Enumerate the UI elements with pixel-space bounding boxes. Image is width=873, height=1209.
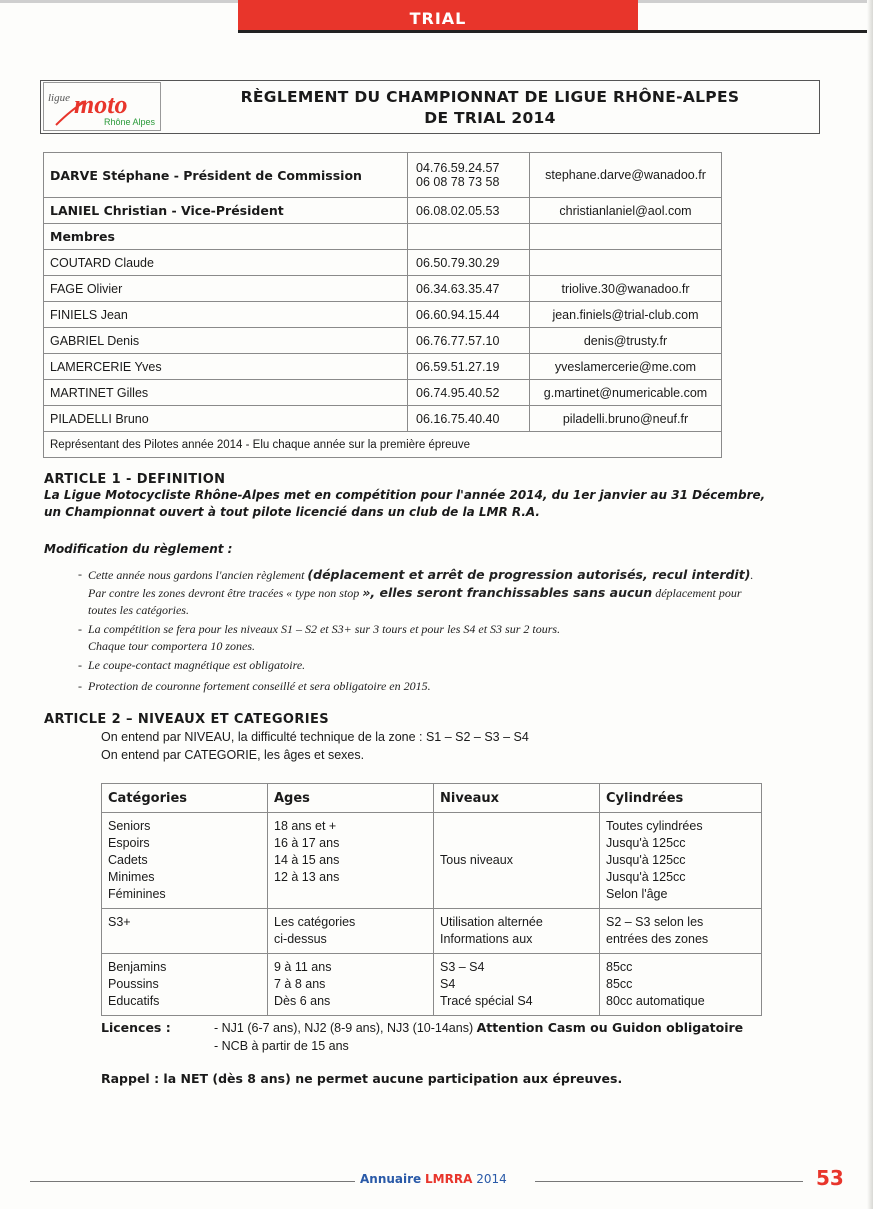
displacement: Jusqu'à 125cc xyxy=(606,836,686,850)
niveau-definition: On entend par NIVEAU, la difficulté technique de la zone : S1 – S2 – S3 – S4 xyxy=(101,730,529,744)
member-phone: 06.50.79.30.29 xyxy=(408,250,530,276)
rules-list xyxy=(78,566,798,697)
rule2-text-b: Chaque tour comportera 10 zones. xyxy=(88,639,255,653)
column-header-niveaux: Niveaux xyxy=(434,784,600,813)
table-cell xyxy=(268,954,434,1016)
member-name: MARTINET Gilles xyxy=(44,380,408,406)
licences-line-1-a: - NJ1 (6-7 ans), NJ2 (8-9 ans), NJ3 (10-14ans) xyxy=(214,1021,477,1035)
ligue-moto-logo xyxy=(43,82,161,131)
logo-region-text: Rhône Alpes xyxy=(104,117,156,127)
level: Utilisation alternée xyxy=(440,915,543,929)
member-phone-2: 06 08 78 73 58 xyxy=(416,175,500,189)
category-name: Féminines xyxy=(108,887,166,901)
member-phone: 06.34.63.35.47 xyxy=(408,276,530,302)
categorie-definition: On entend par CATEGORIE, les âges et sexes. xyxy=(101,748,365,762)
category-name: Seniors xyxy=(108,819,151,833)
table-row xyxy=(44,328,722,354)
displacement: 85cc xyxy=(606,960,633,974)
article2-definitions xyxy=(101,728,529,764)
title-line-2: DE TRIAL 2014 xyxy=(424,109,556,127)
category-name: Poussins xyxy=(108,977,159,991)
table-row xyxy=(44,302,722,328)
table-row xyxy=(44,276,722,302)
modification-label: Modification du règlement : xyxy=(44,542,233,556)
rule2-text-a: La compétition se fera pour les niveaux S1 – S2 et S3+ sur 3 tours et pour les S4 et S3 sur 2 tours. xyxy=(88,622,561,636)
member-email: christianlaniel@aol.com xyxy=(530,198,722,224)
level: Informations aux xyxy=(440,932,533,946)
member-phone: 06.60.94.15.44 xyxy=(408,302,530,328)
displacement: 80cc automatique xyxy=(606,994,705,1008)
member-phone: 06.76.77.57.10 xyxy=(408,328,530,354)
table-cell xyxy=(434,909,600,954)
member-name: DARVE Stéphane - Président de Commission xyxy=(44,153,408,198)
footer-rule-left xyxy=(30,1181,355,1182)
age-range: 18 ans et + xyxy=(274,819,337,833)
table-row xyxy=(102,954,762,1016)
category-name: Espoirs xyxy=(108,836,150,850)
member-email: piladelli.bruno@neuf.fr xyxy=(530,406,722,432)
rule1-text-e: », elles seront franchissables sans aucun xyxy=(362,585,653,600)
licences-line-2: - NCB à partir de 15 ans xyxy=(214,1039,349,1053)
member-phone: 06.08.02.05.53 xyxy=(408,198,530,224)
category-name: Minimes xyxy=(108,870,155,884)
rule1-subline xyxy=(88,584,798,602)
licences-line-1-b: Attention Casm ou Guidon obligatoire xyxy=(476,1020,744,1035)
logo-ligue-text: ligue xyxy=(48,92,70,104)
displacement: S2 – S3 selon les xyxy=(606,915,704,929)
list-item xyxy=(78,621,798,655)
member-email: g.martinet@numericable.com xyxy=(530,380,722,406)
article1-heading: ARTICLE 1 - DEFINITION xyxy=(44,472,226,487)
member-name: FINIELS Jean xyxy=(44,302,408,328)
member-phone: 06.16.75.40.40 xyxy=(408,406,530,432)
article1-intro xyxy=(44,487,824,521)
pilot-representative-note: Représentant des Pilotes année 2014 - Elu chaque année sur la première épreuve xyxy=(44,432,722,458)
column-header-ages: Ages xyxy=(268,784,434,813)
member-email: yveslamercerie@me.com xyxy=(530,354,722,380)
article1-intro-line-2: un Championnat ouvert à tout pilote licencié dans un club de la LMR R.A. xyxy=(44,505,540,519)
table-row xyxy=(102,909,762,954)
licences-label: Licences : xyxy=(101,1020,171,1035)
section-tab: TRIAL xyxy=(238,0,638,32)
footer-brand-annuaire: Annuaire xyxy=(360,1172,422,1186)
member-phone xyxy=(408,153,530,198)
member-name: FAGE Olivier xyxy=(44,276,408,302)
rule1-text-c: . xyxy=(750,568,754,582)
title-line-1: RÈGLEMENT DU CHAMPIONNAT DE LIGUE RHÔNE-ALPES xyxy=(240,88,740,106)
table-cell xyxy=(102,954,268,1016)
category-name: Benjamins xyxy=(108,960,167,974)
table-row xyxy=(44,153,722,198)
member-name: COUTARD Claude xyxy=(44,250,408,276)
rule1-text-a: Cette année nous gardons l'ancien règlement xyxy=(88,568,308,582)
rule1-text-d: Par contre les zones devront être tracées « type non stop xyxy=(88,586,363,600)
table-row xyxy=(44,406,722,432)
table-cell xyxy=(268,909,434,954)
licences-text xyxy=(214,1019,794,1055)
displacement: Toutes cylindrées xyxy=(606,819,703,833)
table-cell xyxy=(434,954,600,1016)
displacement: 85cc xyxy=(606,977,633,991)
rule1-text-f: déplacement pour xyxy=(652,586,742,600)
article1-intro-line-1: La Ligue Motocycliste Rhône-Alpes met en compétition pour l'année 2014, du 1er janvier au 31 Décembre, xyxy=(44,488,766,502)
displacement: Jusqu'à 125cc xyxy=(606,853,686,867)
member-email: triolive.30@wanadoo.fr xyxy=(530,276,722,302)
footer-rule-right xyxy=(535,1181,803,1182)
age-range: 14 à 15 ans xyxy=(274,853,340,867)
age-range: Dès 6 ans xyxy=(274,994,331,1008)
licences-line-1 xyxy=(214,1019,794,1037)
list-item xyxy=(78,657,798,674)
table-cell: Tous niveaux xyxy=(434,813,600,909)
member-email: jean.finiels@trial-club.com xyxy=(530,302,722,328)
categories-table xyxy=(101,783,762,1016)
level: S4 xyxy=(440,977,456,991)
level: Tracé spécial S4 xyxy=(440,994,533,1008)
age-range: 16 à 17 ans xyxy=(274,836,340,850)
member-email xyxy=(530,250,722,276)
footer-brand-lmrra: LMRRA xyxy=(425,1172,473,1186)
category-name: Cadets xyxy=(108,853,148,867)
member-phone: 06.74.95.40.52 xyxy=(408,380,530,406)
table-cell xyxy=(600,813,762,909)
logo-moto-text: moto xyxy=(74,90,128,119)
table-row xyxy=(44,224,722,250)
member-email: denis@trusty.fr xyxy=(530,328,722,354)
tab-rule xyxy=(238,30,873,33)
member-name: PILADELLI Bruno xyxy=(44,406,408,432)
level: S3 – S4 xyxy=(440,960,485,974)
member-phone: 06.59.51.27.19 xyxy=(408,354,530,380)
member-phone xyxy=(408,224,530,250)
displacement: Selon l'âge xyxy=(606,887,668,901)
displacement: Jusqu'à 125cc xyxy=(606,870,686,884)
table-cell xyxy=(102,813,268,909)
page-edge xyxy=(867,0,873,1209)
list-item xyxy=(78,678,798,695)
table-row xyxy=(44,198,722,224)
rule3-text: Le coupe-contact magnétique est obligatoire. xyxy=(88,658,306,672)
commission-members-table xyxy=(43,152,722,458)
rule4-text: Protection de couronne fortement conseillé et sera obligatoire en 2015. xyxy=(88,679,431,693)
member-name: GABRIEL Denis xyxy=(44,328,408,354)
table-cell xyxy=(600,909,762,954)
member-phone-1: 04.76.59.24.57 xyxy=(416,161,500,175)
age-range: 7 à 8 ans xyxy=(274,977,326,991)
table-header-row xyxy=(102,784,762,813)
age-range: 12 à 13 ans xyxy=(274,870,340,884)
footer-label xyxy=(360,1172,530,1186)
displacement: entrées des zones xyxy=(606,932,709,946)
table-cell xyxy=(268,813,434,909)
member-name: LAMERCERIE Yves xyxy=(44,354,408,380)
rule1-text-g: toutes les catégories. xyxy=(88,603,189,617)
table-row xyxy=(102,813,762,909)
members-subheading: Membres xyxy=(44,224,408,250)
age-range: 9 à 11 ans xyxy=(274,960,332,974)
table-cell: S3+ xyxy=(102,909,268,954)
member-name: LANIEL Christian - Vice-Président xyxy=(44,198,408,224)
footer-year: 2014 xyxy=(476,1172,507,1186)
column-header-categories: Catégories xyxy=(102,784,268,813)
article2-heading: ARTICLE 2 – NIVEAUX ET CATEGORIES xyxy=(44,712,330,727)
page-title xyxy=(165,87,815,129)
column-header-cylindrees: Cylindrées xyxy=(600,784,762,813)
table-row xyxy=(44,354,722,380)
page-number: 53 xyxy=(816,1166,844,1190)
rappel-note: Rappel : la NET (dès 8 ans) ne permet aucune participation aux épreuves. xyxy=(101,1071,623,1086)
logo-graphic xyxy=(44,83,161,131)
age-range: ci-dessus xyxy=(274,932,327,946)
age-range: Les catégories xyxy=(274,915,356,929)
table-row xyxy=(44,380,722,406)
table-cell xyxy=(600,954,762,1016)
member-email: stephane.darve@wanadoo.fr xyxy=(530,153,722,198)
list-item xyxy=(78,566,798,619)
rule1-text-b: (déplacement et arrêt de progression autorisés, recul interdit) xyxy=(307,567,751,582)
table-row xyxy=(44,250,722,276)
category-name: Educatifs xyxy=(108,994,160,1008)
member-email xyxy=(530,224,722,250)
table-row xyxy=(44,432,722,458)
